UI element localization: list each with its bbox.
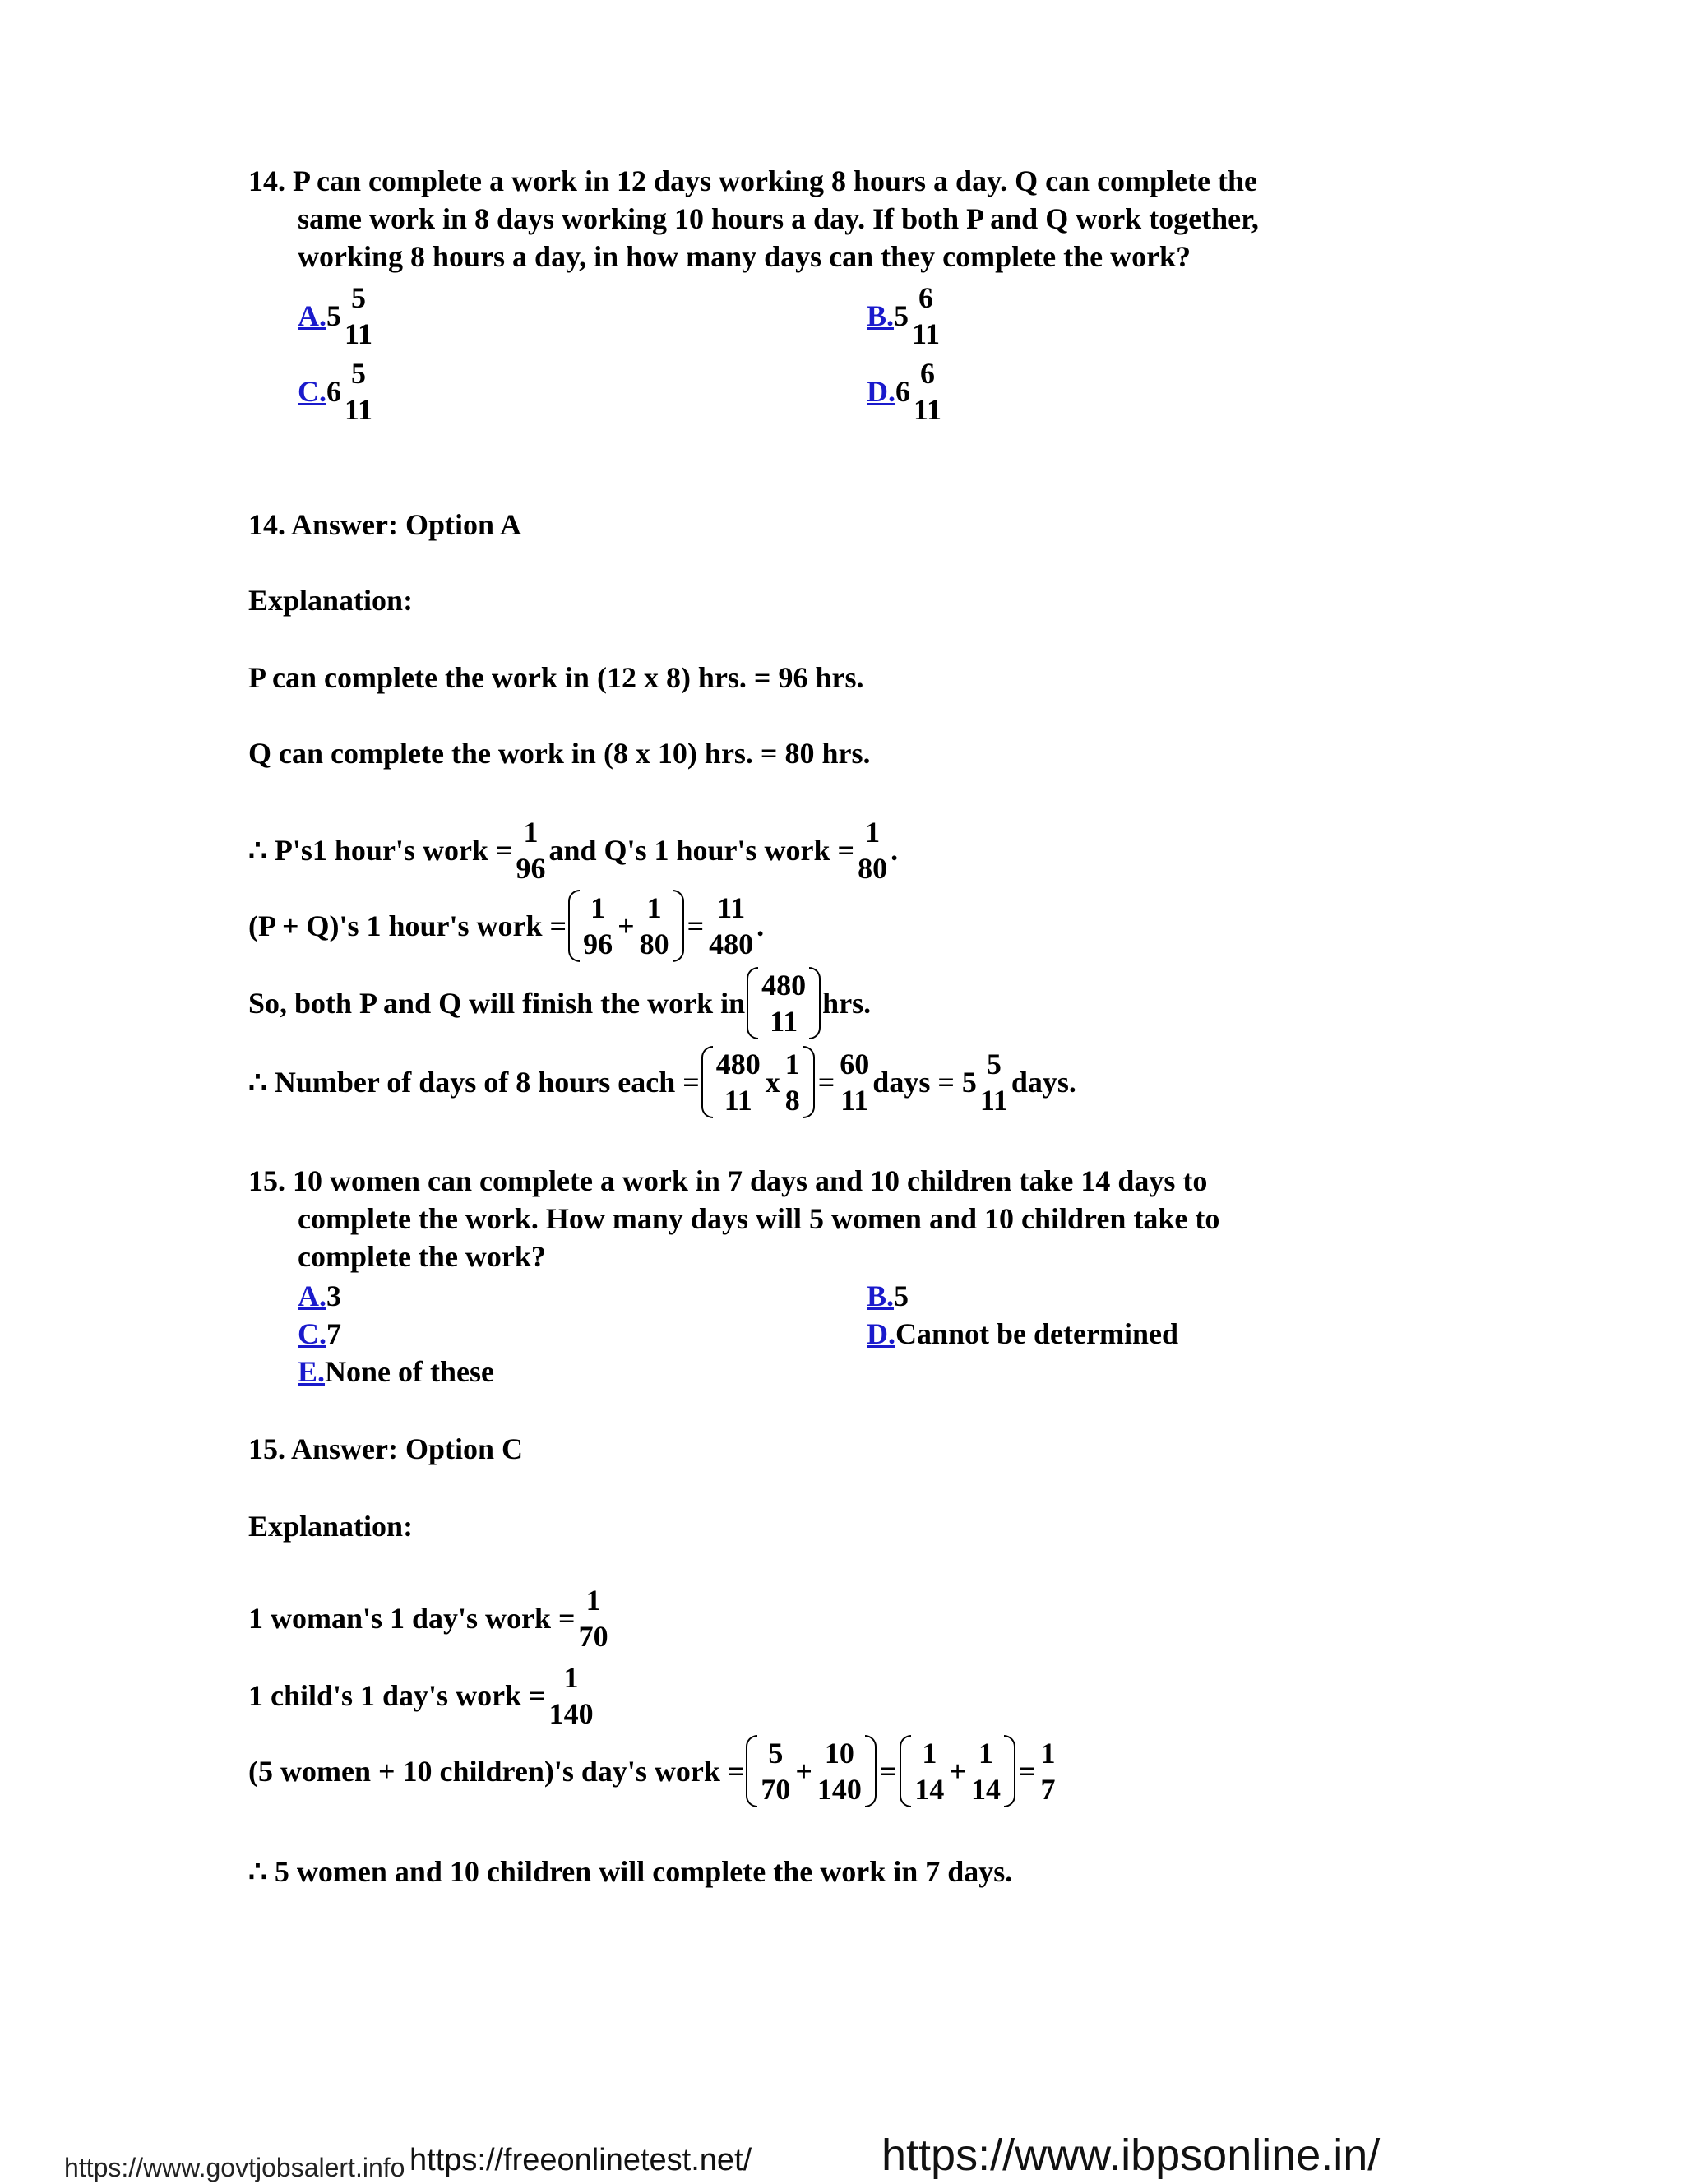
- plus-sign: +: [795, 1755, 812, 1788]
- q15-option-a[interactable]: [298, 1279, 341, 1312]
- fraction-numerator: 1: [585, 1584, 601, 1617]
- fraction-denominator: 96: [583, 928, 613, 960]
- equals-sign: =: [817, 1066, 835, 1099]
- q14-eq3: [248, 967, 871, 1039]
- q14-option-c-label[interactable]: C.: [298, 375, 326, 408]
- q15-line3: complete the work?: [298, 1240, 546, 1273]
- fraction-denominator: 11: [345, 393, 373, 426]
- eq-text: So, both P and Q will finish the work in: [248, 987, 746, 1020]
- fraction-denominator: 140: [548, 1697, 594, 1730]
- q15-answer: 15. Answer: Option C: [248, 1432, 524, 1465]
- fraction-denominator: 11: [912, 317, 941, 350]
- fraction-numerator: 1: [784, 1048, 800, 1080]
- fraction-denominator: 14: [914, 1773, 945, 1806]
- fraction: [577, 1582, 610, 1654]
- q14-answer: 14. Answer: Option A: [248, 508, 522, 541]
- q15-option-e-text: None of these: [325, 1355, 494, 1388]
- fraction: [514, 814, 547, 886]
- fraction-denominator: 11: [840, 1084, 869, 1117]
- eq-text: (P + Q)'s 1 hour's work =: [248, 909, 567, 942]
- times-sign: x: [765, 1066, 780, 1099]
- fraction-numerator: 480: [761, 969, 807, 1002]
- fraction: [856, 814, 889, 886]
- fraction-numerator: 480: [715, 1048, 761, 1080]
- q14-q-hours: Q can complete the work in (8 x 10) hrs. = 80 hrs.: [248, 737, 871, 770]
- fraction: [760, 967, 807, 1039]
- q15-eq2: [248, 1659, 597, 1732]
- fraction-denominator: 8: [784, 1084, 800, 1117]
- fraction-numerator: 1: [922, 1737, 937, 1770]
- fraction-denominator: 480: [709, 928, 754, 960]
- q15-eq3: [248, 1735, 1058, 1807]
- q15-option-a-text: 3: [326, 1279, 341, 1312]
- q14-option-c-whole: 6: [326, 375, 341, 408]
- eq-text: 1 woman's 1 day's work =: [248, 1602, 576, 1635]
- q14-option-d-whole: 6: [895, 375, 910, 408]
- q14-option-a-fraction: [343, 280, 374, 352]
- q14-option-c-fraction: [343, 355, 374, 428]
- q14-option-a[interactable]: [298, 280, 376, 352]
- eq-text: days.: [1011, 1066, 1076, 1099]
- fraction-numerator: 10: [824, 1737, 854, 1770]
- equals-sign: =: [687, 909, 705, 942]
- fraction-denominator: 7: [1040, 1773, 1056, 1806]
- equals-sign: =: [879, 1755, 897, 1788]
- fraction-denominator: 11: [345, 317, 373, 350]
- fraction-denominator: 11: [770, 1005, 798, 1038]
- q14-option-b-fraction: [910, 280, 941, 352]
- eq-text: 1 child's 1 day's work =: [248, 1679, 546, 1712]
- fraction-numerator: 1: [1040, 1737, 1056, 1770]
- fraction-numerator: 1: [646, 891, 662, 924]
- fraction-numerator: 6: [920, 357, 935, 390]
- fraction-numerator: 5: [986, 1048, 1002, 1080]
- q14-option-d-label[interactable]: D.: [867, 375, 895, 408]
- parenthesis-group: [568, 890, 684, 962]
- q15-option-a-label[interactable]: A.: [298, 1279, 326, 1312]
- plus-sign: +: [949, 1755, 966, 1788]
- q15-option-d-text: Cannot be determined: [895, 1317, 1178, 1350]
- fraction-numerator: 5: [768, 1737, 784, 1770]
- q15-option-c[interactable]: [298, 1317, 341, 1350]
- footer-link-govtjobsalert[interactable]: https://www.govtjobsalert.info: [64, 2153, 405, 2182]
- fraction: [581, 890, 614, 962]
- fraction: [1039, 1735, 1057, 1807]
- fraction-numerator: 5: [351, 281, 366, 314]
- fraction-numerator: 1: [865, 816, 881, 849]
- fraction: [969, 1735, 1002, 1807]
- q15-option-e-label[interactable]: E.: [298, 1355, 326, 1388]
- plus-sign: +: [618, 909, 635, 942]
- fraction-denominator: 14: [970, 1773, 1001, 1806]
- fraction: [913, 1735, 946, 1807]
- q14-eq2: [248, 890, 764, 962]
- q14-option-b-whole: 5: [894, 299, 909, 332]
- eq-text: .: [756, 909, 765, 942]
- parenthesis-group: [747, 967, 821, 1039]
- q14-line2: same work in 8 days working 10 hours a day. If both P and Q work together,: [298, 202, 1259, 235]
- eq-text: ∴ P's1 hour's work =: [248, 834, 513, 867]
- fraction-numerator: 1: [978, 1737, 993, 1770]
- q14-option-d[interactable]: [867, 355, 945, 428]
- fraction: [759, 1735, 792, 1807]
- equals-sign: =: [1018, 1755, 1036, 1788]
- fraction-denominator: 11: [979, 1084, 1008, 1117]
- fraction: [816, 1735, 863, 1807]
- fraction-numerator: 1: [590, 891, 606, 924]
- fraction-numerator: 60: [840, 1048, 870, 1080]
- fraction-numerator: 5: [351, 357, 366, 390]
- fraction-denominator: 11: [914, 393, 942, 426]
- parenthesis-group: [900, 1735, 1015, 1807]
- fraction: [548, 1659, 595, 1732]
- eq-text: hrs.: [822, 987, 872, 1020]
- q14-p-hours: P can complete the work in (12 x 8) hrs. = 96 hrs.: [248, 661, 864, 694]
- footer-link-freeonlinetest[interactable]: https://freeonlinetest.net/: [409, 2143, 752, 2177]
- q14-option-a-whole: 5: [326, 299, 341, 332]
- q14-option-b[interactable]: [867, 280, 943, 352]
- q14-option-a-label[interactable]: A.: [298, 299, 326, 332]
- q15-option-e[interactable]: [298, 1355, 494, 1388]
- fraction-denominator: 140: [817, 1773, 862, 1806]
- q15-conclusion: ∴ 5 women and 10 children will complete the work in 7 days.: [248, 1855, 1013, 1888]
- q14-explanation-heading: Explanation:: [248, 584, 414, 617]
- footer-link-ibpsonline[interactable]: https://www.ibpsonline.in/: [881, 2131, 1381, 2180]
- q15-explanation-heading: Explanation:: [248, 1510, 414, 1543]
- q15-option-b-text: 5: [894, 1279, 909, 1312]
- q15-option-b[interactable]: [867, 1279, 909, 1312]
- eq-text: .: [891, 834, 899, 867]
- fraction: [838, 1046, 871, 1118]
- parenthesis-group: [746, 1735, 877, 1807]
- q15-eq1: [248, 1582, 612, 1654]
- fraction: [638, 890, 671, 962]
- fraction-denominator: 70: [761, 1773, 791, 1806]
- eq-text: ∴ Number of days of 8 hours each =: [248, 1066, 700, 1099]
- q15-option-d[interactable]: [867, 1317, 1178, 1350]
- fraction: [707, 890, 755, 962]
- q14-option-d-fraction: [912, 355, 943, 428]
- q15-option-c-text: 7: [326, 1317, 341, 1350]
- fraction-denominator: 80: [639, 928, 669, 960]
- fraction-denominator: 96: [516, 852, 546, 885]
- fraction: [784, 1046, 802, 1118]
- q15-option-c-label[interactable]: C.: [298, 1317, 326, 1350]
- q14-line1: 14. P can complete a work in 12 days working 8 hours a day. Q can complete the: [248, 164, 1258, 197]
- fraction-numerator: 1: [523, 816, 539, 849]
- parenthesis-group: [701, 1046, 815, 1118]
- fraction: [978, 1046, 1010, 1118]
- fraction-denominator: 70: [578, 1620, 608, 1653]
- q15-option-b-label[interactable]: B.: [867, 1279, 895, 1312]
- q14-line3: working 8 hours a day, in how many days can they complete the work?: [298, 240, 1191, 273]
- q14-eq1: [248, 814, 898, 886]
- fraction: [715, 1046, 762, 1118]
- fraction-denominator: 11: [724, 1084, 752, 1117]
- eq-text: days = 5: [872, 1066, 977, 1099]
- q15-line2: complete the work. How many days will 5 women and 10 children take to: [298, 1202, 1220, 1235]
- q14-option-c[interactable]: [298, 355, 376, 428]
- fraction-numerator: 11: [717, 891, 746, 924]
- eq-text: (5 women + 10 children)'s day's work =: [248, 1755, 745, 1788]
- q15-line1: 15. 10 women can complete a work in 7 days and 10 children take 14 days to: [248, 1164, 1208, 1197]
- eq-text: and Q's 1 hour's work =: [548, 834, 855, 867]
- fraction-numerator: 6: [918, 281, 934, 314]
- fraction-denominator: 80: [858, 852, 888, 885]
- q14-option-b-label[interactable]: B.: [867, 299, 895, 332]
- q15-option-d-label[interactable]: D.: [867, 1317, 895, 1350]
- q14-eq4: [248, 1046, 1076, 1118]
- fraction-numerator: 1: [563, 1661, 579, 1694]
